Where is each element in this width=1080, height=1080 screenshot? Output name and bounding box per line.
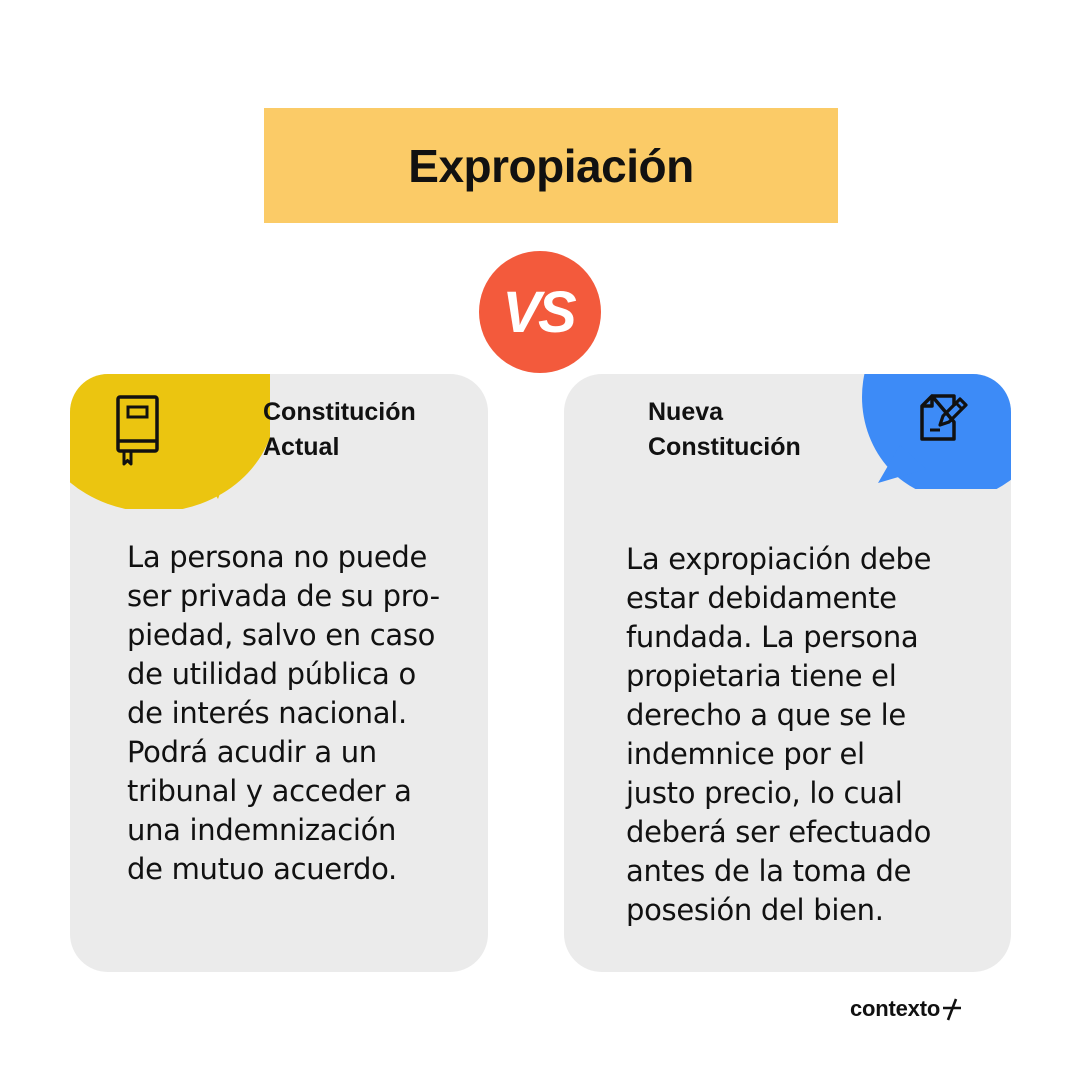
body-line: piedad, salvo en caso — [127, 618, 436, 652]
body-line: ser privada de su pro- — [127, 579, 440, 613]
body-line: justo precio, lo cual — [626, 776, 903, 810]
new-constitution-card — [564, 374, 1011, 972]
body-line: antes de la toma de — [626, 854, 912, 888]
title-banner — [264, 108, 838, 223]
left-heading-line: Actual — [263, 433, 340, 461]
body-line: Podrá acudir a un — [127, 735, 377, 769]
body-line: indemnice por el — [626, 737, 865, 771]
body-line: de mutuo acuerdo. — [127, 852, 397, 886]
body-line: La expropiación debe — [626, 542, 932, 576]
current-constitution-card — [70, 374, 488, 972]
body-line: posesión del bien. — [626, 893, 884, 927]
body-line: propietaria tiene el — [626, 659, 897, 693]
document-pen-icon — [918, 392, 970, 444]
body-line: de interés nacional. — [127, 696, 407, 730]
body-line: derecho a que se le — [626, 698, 906, 732]
right-heading-line: Constitución — [648, 433, 801, 461]
left-speech-bubble — [70, 374, 270, 509]
right-heading-line: Nueva — [648, 398, 724, 426]
body-line: una indemnización — [127, 813, 397, 847]
body-line: de utilidad pública o — [127, 657, 416, 691]
vs-badge — [479, 251, 601, 373]
body-line: tribunal y acceder a — [127, 774, 412, 808]
right-card-heading — [648, 395, 801, 465]
left-heading-line: Constitución — [263, 398, 416, 426]
left-card-heading — [263, 395, 416, 465]
left-card-body — [127, 538, 440, 889]
body-line: fundada. La persona — [626, 620, 919, 654]
page-title: Expropiación — [408, 139, 694, 192]
body-line: deberá ser efectuado — [626, 815, 932, 849]
brand-name: contexto — [850, 996, 941, 1021]
vs-label: VS — [502, 279, 574, 345]
brand-logo — [850, 996, 963, 1022]
right-card-body — [626, 540, 931, 930]
body-line: La persona no puede — [127, 540, 428, 574]
body-line: estar debidamente — [626, 581, 897, 615]
book-icon — [114, 394, 162, 468]
plus-slash-icon — [941, 996, 963, 1022]
